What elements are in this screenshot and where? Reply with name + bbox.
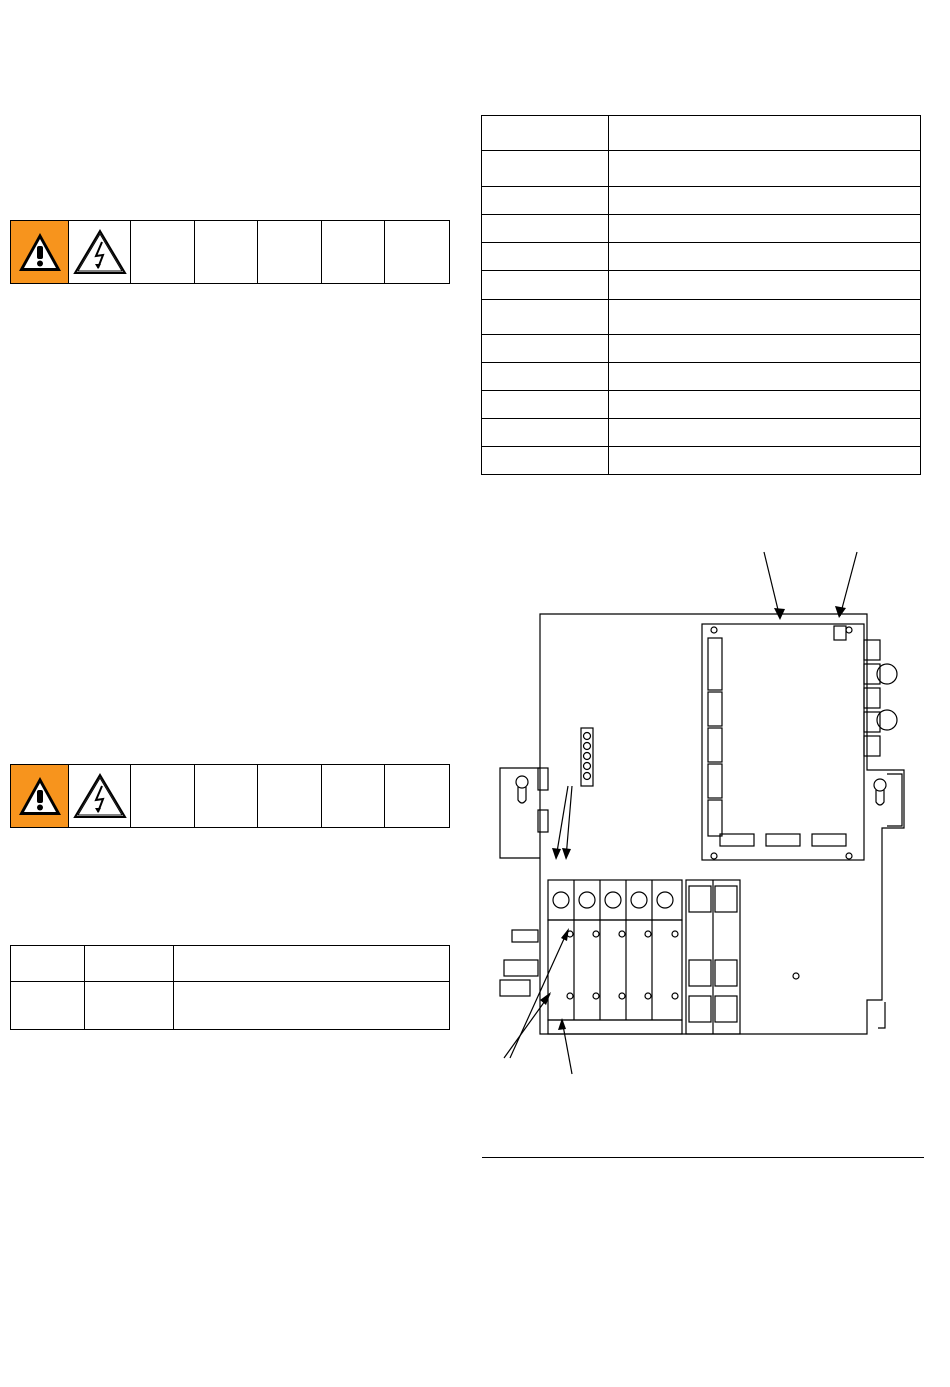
table-cell [482,363,609,391]
table-cell [609,243,921,271]
table-row [482,363,921,391]
electric-shock-icon [69,765,131,827]
table-cell [11,946,85,982]
table-cell [609,300,921,335]
warning-block-2 [10,764,450,828]
warning-block-1 [10,220,450,284]
left-table [10,945,450,1030]
table-cell [609,363,921,391]
table-row [482,300,921,335]
control-box-illustration [482,540,922,1080]
table-cell [482,391,609,419]
table-cell [482,271,609,300]
electric-shock-icon [69,221,131,283]
table-cell [609,215,921,243]
table-row [482,151,921,187]
table-row [482,271,921,300]
table-cell [482,335,609,363]
warning-text-cell [131,765,195,827]
table-cell [85,982,174,1030]
table-cell [609,271,921,300]
table-cell [609,187,921,215]
table-cell [482,187,609,215]
warning-text-cell [322,221,386,283]
warning-text-cell [322,765,386,827]
table-cell [482,447,609,475]
warning-text-cell [195,221,259,283]
table-cell [482,243,609,271]
table-cell [609,116,921,151]
table-cell [482,300,609,335]
table-row [482,391,921,419]
table-cell [609,391,921,419]
table-cell [482,419,609,447]
warning-triangle-icon [11,765,69,827]
warning-text-cell [385,221,449,283]
table-row [482,243,921,271]
table-cell [174,946,450,982]
table-row [11,946,450,982]
table-row [11,982,450,1030]
table-cell [11,982,85,1030]
warning-text-cell [385,765,449,827]
section-divider [482,1157,924,1158]
table-row [482,447,921,475]
table-row [482,419,921,447]
table-cell [482,215,609,243]
table-row [482,187,921,215]
table-cell [85,946,174,982]
table-cell [609,419,921,447]
table-cell [482,116,609,151]
warning-text-cell [258,221,322,283]
right-table [481,115,921,475]
table-row [482,116,921,151]
warning-text-cell [258,765,322,827]
warning-text-cell [131,221,195,283]
warning-triangle-icon [11,221,69,283]
table-cell [482,151,609,187]
warning-text-cell [195,765,259,827]
table-cell [609,151,921,187]
table-cell [609,335,921,363]
table-row [482,335,921,363]
table-cell [174,982,450,1030]
table-cell [609,447,921,475]
table-row [482,215,921,243]
